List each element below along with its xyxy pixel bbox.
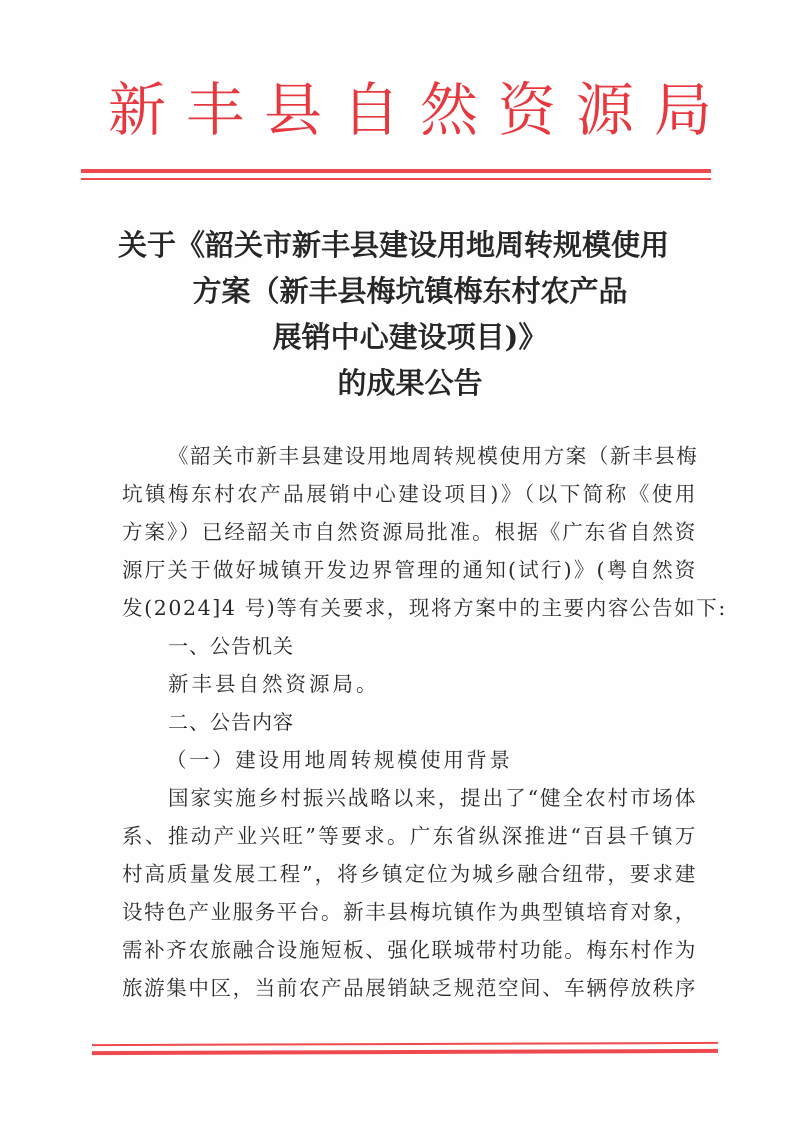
paragraph-line: 村高质量发展工程”，将乡镇定位为城乡融合纽带，要求建 [122, 862, 697, 886]
header-rule-thick [81, 169, 711, 173]
header-rule-thin [81, 178, 711, 180]
paragraph-line: 坑镇梅东村农产品展销中心建设项目)》（以下简称《使用 [122, 482, 697, 506]
title-line: 方案（新丰县梅坑镇梅东村农产品 [192, 274, 628, 308]
section-heading-issuing-authority: 一、公告机关 [168, 634, 294, 658]
paragraph-line: 源厅关于做好城镇开发边界管理的通知(试行)》(粤自然资 [122, 558, 697, 582]
paragraph-line: 系、推动产业兴旺”等要求。广东省纵深推进“百县千镇万 [122, 824, 697, 848]
background-paragraph [122, 779, 697, 1007]
masthead-char: 然 [419, 76, 478, 144]
paragraph-line: 旅游集中区，当前农产品展销缺乏规范空间、车辆停放秩序 [122, 976, 697, 1000]
masthead-org-name [80, 70, 730, 150]
paragraph-line: 需补齐农旅融合设施短板、强化联城带村功能。梅东村作为 [122, 938, 697, 962]
issuing-authority-text: 新丰县自然资源局。 [168, 672, 380, 696]
paragraph-line: 《韶关市新丰县建设用地周转规模使用方案（新丰县梅 [168, 444, 699, 468]
masthead-char: 源 [575, 76, 634, 144]
paragraph-line: 方案》）已经韶关市自然资源局批准。根据《广东省自然资 [122, 520, 697, 544]
masthead-char: 丰 [185, 76, 244, 144]
title-line: 展销中心建设项目)》 [272, 320, 548, 354]
masthead-char: 县 [263, 76, 322, 144]
masthead-char: 局 [653, 76, 712, 144]
masthead-char: 新 [108, 76, 167, 144]
subsection-heading-background: （一）建设用地周转规模使用背景 [166, 748, 513, 772]
document-body [122, 437, 727, 1007]
footer-rule-thin [92, 1042, 718, 1046]
paragraph-line: 设特色产业服务平台。新丰县梅坑镇作为典型镇培育对象， [122, 900, 697, 924]
footer-rule-thick [92, 1049, 718, 1055]
paragraph-line: 国家实施乡村振兴战略以来，提出了“健全农村市场体 [168, 786, 697, 810]
section-heading-content: 二、公告内容 [168, 710, 294, 734]
document-title [100, 222, 720, 406]
title-line: 的成果公告 [337, 366, 483, 400]
masthead-char: 自 [341, 76, 400, 144]
title-line: 关于《韶关市新丰县建设用地周转规模使用 [118, 228, 670, 262]
intro-paragraph [122, 437, 727, 627]
masthead-char: 资 [497, 76, 556, 144]
paragraph-line: 发(2024]4 号)等有关要求，现将方案中的主要内容公告如下: [122, 596, 727, 620]
